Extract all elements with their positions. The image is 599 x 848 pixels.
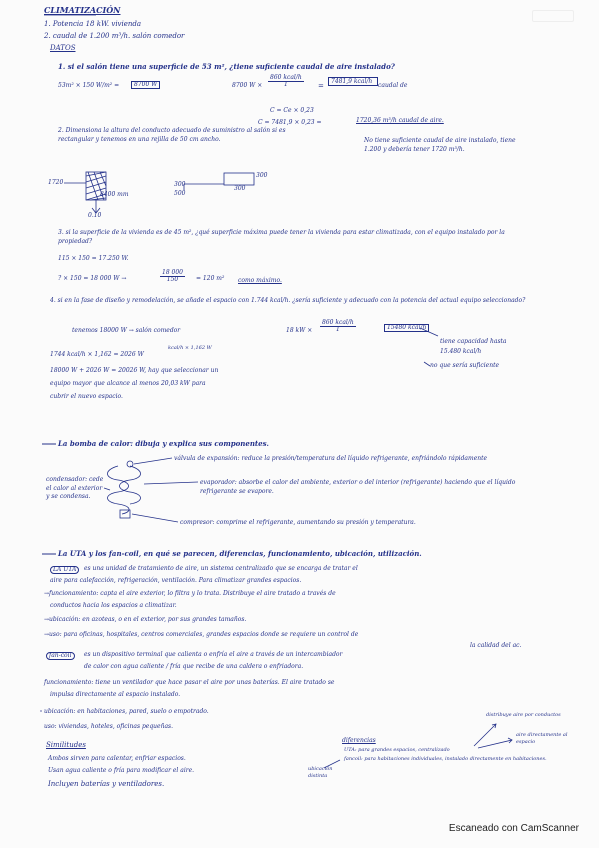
q3-line-2a: ? × 150 = 18 000 W → xyxy=(58,275,127,282)
heat-pump-valve: válvula de expansión: reduce la presión/temperatura del líquido refrigerante, enfriándolo rápidamente xyxy=(174,455,488,462)
given-line-1: 1. Potencia 18 kW. vivienda xyxy=(44,20,142,28)
q1-formula-2: C = 7481,9 × 0,23 = xyxy=(258,119,322,126)
q1-formula: C = Ce × 0,23 xyxy=(270,107,314,114)
fan-coil-def-2: de calor con agua caliente / fría que recibe de una caldera o enfriadora. xyxy=(84,663,304,670)
q4-frac-lead: 18 kW × xyxy=(286,327,313,334)
q4-line-2: 1744 kcal/h × 1,162 = 2026 W xyxy=(50,351,144,358)
uta-func-1: →funcionamiento: capta el aire exterior, lo filtra y lo trata. Distribuye el aire tratado a través de xyxy=(44,590,336,597)
q4-line-4: equipo mayor que alcance al menos 20,03 kW para xyxy=(50,380,206,387)
differences-uta: UTA: para grandes espacios, centralizado xyxy=(344,747,450,753)
question-1: 1. si el salón tiene una superficie de 53 m², ¿tiene suficiente caudal de aire instalado? xyxy=(58,62,395,71)
uta-func-2: conductos hacia los espacios a climatizar. xyxy=(50,602,177,609)
q4-note-1: tiene capacidad hasta xyxy=(440,338,507,345)
question-2: 2. Dimensiona la altura del conducto adecuado de suministro al salón si es rectangular y tenemos en una rejilla de 50 cm ancho. xyxy=(58,127,286,144)
q1-equals: = xyxy=(318,82,324,90)
differences-side-a: distribuye aire por conductos xyxy=(486,712,561,718)
uta-use-1: →uso: para oficinas, hospitales, centros comerciales, grandes espacios donde se requiere un control de xyxy=(44,631,359,638)
q4-line-2-tag: kcal/h × 1,162 W xyxy=(168,345,212,351)
q4-fraction-numerator: 860 kcal/h xyxy=(322,319,354,326)
q3-fraction-denominator: 150 xyxy=(166,276,179,283)
q1-calc-b-tail: caudal de xyxy=(378,82,408,89)
q3-fraction-numerator: 18 000 xyxy=(162,269,183,276)
heat-pump-evaporator: evaporador: absorbe el calor del ambiente, exterior o del interior (refrigerante) haciendo que el líquido refrigerante se evapore. xyxy=(200,479,516,495)
q2-dim-a: 300 xyxy=(174,181,186,188)
similarities-heading: Similitudes xyxy=(46,741,86,749)
q4-line-1: tenemos 18000 W → salón comedor xyxy=(72,327,181,334)
heat-pump-heading: La bomba de calor: dibuja y explica sus componentes. xyxy=(58,439,269,448)
q4-note-2: 15.480 kcal/h xyxy=(440,348,482,355)
fan-coil-def-1: es un dispositivo terminal que calienta o enfría el aire a través de un intercambiador xyxy=(84,651,343,658)
q4-arrow xyxy=(420,328,438,366)
q2-label-small: 0.10 xyxy=(88,212,102,219)
q1-formula-2-result: 1720,36 m³/h caudal de aire. xyxy=(356,117,444,124)
q2-width: 8400 mm xyxy=(100,191,129,198)
uta-def-2: aire para calefacción, refrigeración, ventilación. Para climatizar grandes espacios. xyxy=(50,577,302,584)
differences-side-c: ubicación distinta xyxy=(308,766,333,779)
question-3: 3. si la superficie de la vivienda es de 45 m², ¿qué superficie máxima puede tener la vivienda para estar climatizada, con el equipo instalado por la propiedad? xyxy=(58,229,505,246)
q1-calc-b-lead: 8700 W × xyxy=(232,82,263,89)
q2-flow: 1720 xyxy=(48,179,64,186)
heat-pump-condenser: condensador: cede el calor al exterior y se condensa. xyxy=(46,476,104,501)
fan-coil-tag: fan-coil xyxy=(46,652,75,660)
differences-side-b: aire directamente al espacio xyxy=(516,732,568,745)
q3-line-2c: como máximo. xyxy=(238,277,282,284)
heat-pump-compressor: compresor: comprime el refrigerante, aumentando su presión y temperatura. xyxy=(180,519,416,526)
q4-result: 15480 kcal/h xyxy=(384,324,429,332)
q4-line-3: 18000 W + 2026 W = 20026 W, hay que seleccionar un xyxy=(50,367,219,374)
differences-arrows xyxy=(324,724,512,768)
fan-coil-func-2: impulsa directamente al espacio instalado. xyxy=(50,691,181,698)
heat-pump-sketch xyxy=(104,458,198,522)
uta-def-1: es una unidad de tratamiento de aire, un sistema centralizado que se encarga de tratar el xyxy=(84,565,358,572)
q1-answer: No tiene suficiente caudal de aire instalado, tiene 1.200 y debería tener 1720 m³/h. xyxy=(364,137,516,154)
scanner-footer: Escaneado con CamScanner xyxy=(448,823,579,834)
q1-calc-b-result: 7481,9 kcal/h xyxy=(328,77,378,86)
q3-line-1: 115 × 150 = 17.250 W. xyxy=(58,255,129,262)
q4-fraction-denominator: 1 xyxy=(335,326,340,333)
q1-calc-a: 53m² × 150 W/m² = xyxy=(58,82,120,89)
uta-use-2: la calidad del ac. xyxy=(470,642,522,649)
question-4: 4. si en la fase de diseño y remodelación, se añade el espacio con 1.744 kcal/h. ¿sería suficiente y adecuado con la potencia del actual equipo seleccionado? xyxy=(50,297,526,304)
similarities-line-1: Ambos sirven para calentar, enfriar espacios. xyxy=(48,755,186,762)
uta-location: →ubicación: en azoteas, o en el exterior, por sus grandes tamaños. xyxy=(44,616,247,623)
similarities-line-2: Usan agua caliente o fría para modificar el aire. xyxy=(48,767,195,774)
differences-fan: fancoil: para habitaciones individuales, instalado directamente en habitaciones. xyxy=(344,756,547,762)
fan-coil-func-1: funcionamiento: tiene un ventilador que hace pasar el aire por unas baterías. El aire tratado se xyxy=(44,679,335,686)
q2-dim-d: 300 xyxy=(234,185,246,192)
q2-dim-c: 300 xyxy=(256,172,268,179)
uta-heading: La UTA y los fan-coil, en qué se parecen, diferencias, funcionamiento, ubicación, utilización. xyxy=(58,549,422,558)
q1-fraction-denominator: 1 xyxy=(283,81,288,88)
duct-grille-sketch xyxy=(64,172,254,213)
similarities-line-3: Incluyen baterías y ventiladores. xyxy=(48,780,165,788)
differences-heading: diferencias xyxy=(342,737,376,744)
page-title: CLIMATIZACIÓN xyxy=(44,5,121,15)
fan-coil-use: uso: viviendas, hoteles, oficinas pequeñas. xyxy=(44,723,174,730)
q2-dim-b: 500 xyxy=(174,190,186,197)
q1-calc-a-result: 8700 W xyxy=(131,81,160,89)
q3-line-2b: = 120 m² xyxy=(196,275,225,282)
uta-tag: LA UTA xyxy=(50,566,79,574)
given-line-2: 2. caudal de 1.200 m³/h. salón comedor xyxy=(44,32,185,40)
q4-line-5: cubrir el nuevo espacio. xyxy=(50,393,123,400)
q1-fraction-numerator: 860 kcal/h xyxy=(270,74,302,81)
fan-coil-location: ubicación: en habitaciones, pared, suelo o empotrado. xyxy=(44,708,209,715)
q4-note-3: no que sería suficiente xyxy=(430,362,500,369)
data-label: DATOS xyxy=(50,44,76,52)
